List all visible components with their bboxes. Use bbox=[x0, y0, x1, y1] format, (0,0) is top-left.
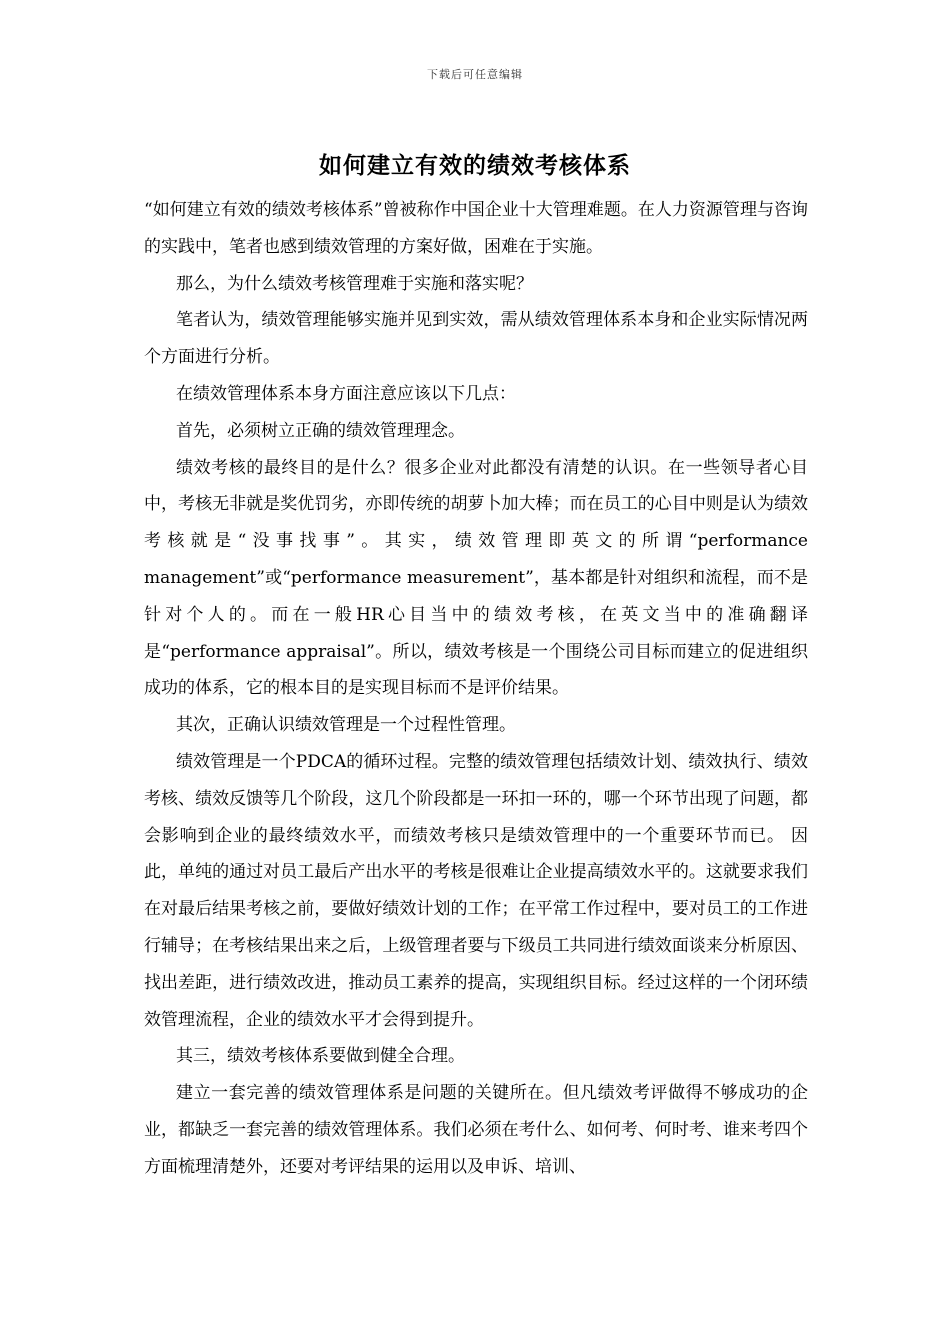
document-title: 如何建立有效的绩效考核体系 bbox=[319, 152, 631, 179]
paragraph-points-intro: 在绩效管理体系本身方面注意应该以下几点： bbox=[176, 383, 516, 404]
paragraph-second-point: 其次，正确认识绩效管理是一个过程性管理。 bbox=[176, 715, 516, 736]
paragraph-first-point-detail: 绩效考核的最终目的是什么？很多企业对此都没有清楚的认识。在一些领导者心目中，考核无非就是奖优罚劣，亦即传统的胡萝卜加大棒；而在员工的心目中则是认为绩效考核就是“没事找事”。其实，绩效管理即英文的所谓“performance management”或“performance measurement”，基本都是针对组织和流程，而不是针对个人的。而在一般HR心目当中的绩效考核，在英文当中的准确翻译是“performance appraisal”。所以，绩效考核是一个围绕公司目标而建立的促进组织成功的体系，它的根本目的是实现目标而不是评价结果。 bbox=[144, 457, 808, 699]
paragraph-second-point-detail: 绩效管理是一个PDCA的循环过程。完整的绩效管理包括绩效计划、绩效执行、绩效考核、绩效反馈等几个阶段，这几个阶段都是一环扣一环的，哪一个环节出现了问题，都会影响到企业的最终绩效水平，而绩效考核只是绩效管理中的一个重要环节而已。 因此，单纯的通过对员工最后产出水平的考核是很难让企业提高绩效水平的。这就要求我们在对最后结果考核之前，要做好绩效计划的工作；在平常工作过程中，要对员工的工作进行辅导；在考核结果出来之后，上级管理者要与下级员工共同进行绩效面谈来分析原因、找出差距，进行绩效改进，推动员工素养的提高，实现组织目标。经过这样的一个闭环绩效管理流程，企业的绩效水平才会得到提升。 bbox=[144, 751, 808, 1030]
paragraph-author-view: 笔者认为，绩效管理能够实施并见到实效，需从绩效管理体系本身和企业实际情况两个方面进行分析。 bbox=[144, 310, 808, 368]
paragraph-third-point: 其三，绩效考核体系要做到健全合理。 bbox=[176, 1046, 465, 1067]
header-note: 下载后可任意编辑 bbox=[427, 68, 523, 81]
paragraph-question: 那么，为什么绩效考核管理难于实施和落实呢？ bbox=[176, 273, 533, 294]
paragraph-first-point: 首先，必须树立正确的绩效管理理念。 bbox=[176, 420, 465, 441]
document-body bbox=[144, 192, 808, 1186]
paragraph-third-point-detail: 建立一套完善的绩效管理体系是问题的关键所在。但凡绩效考评做得不够成功的企业，都缺乏一套完善的绩效管理体系。我们必须在考什么、如何考、何时考、谁来考四个方面梳理清楚外，还要对考评结果的运用以及申诉、培训、 bbox=[144, 1083, 808, 1177]
paragraph-intro: “如何建立有效的绩效考核体系”曾被称作中国企业十大管理难题。在人力资源管理与咨询的实践中，笔者也感到绩效管理的方案好做，困难在于实施。 bbox=[144, 200, 808, 257]
